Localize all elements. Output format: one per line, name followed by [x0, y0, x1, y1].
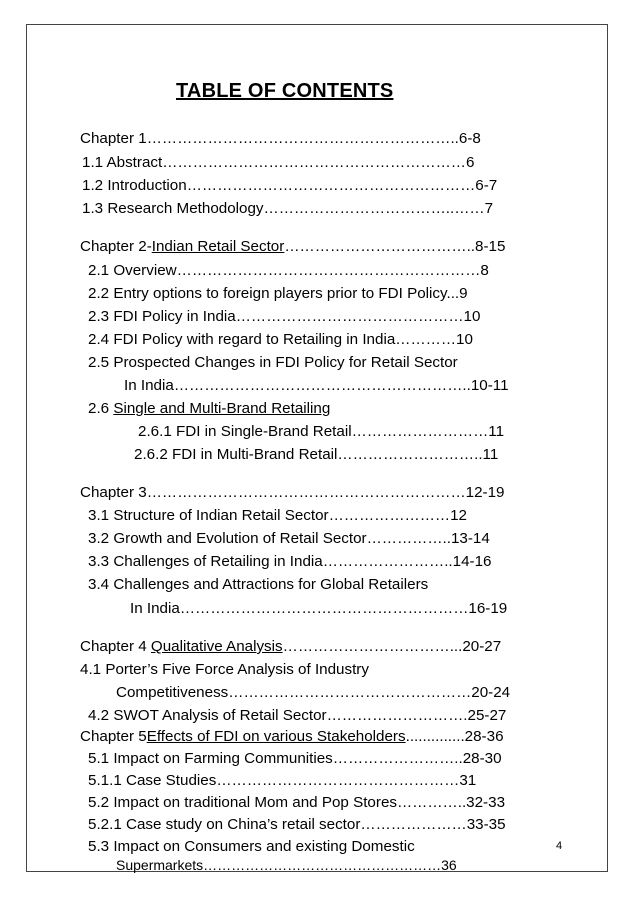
toc-line-chapter-3[interactable]: Chapter 3………………………………………………………12-19 — [80, 484, 505, 501]
toc-chapter-pages: ……………………………...20-27 — [282, 638, 502, 655]
toc-line-1-2[interactable]: 1.2 Introduction…………………………………………………6-7 — [82, 177, 498, 194]
toc-line-1-1[interactable]: 1.1 Abstract……………………………………………………6 — [82, 154, 475, 171]
toc-line-3-2[interactable]: 3.2 Growth and Evolution of Retail Sector……………..13-14 — [88, 530, 490, 547]
toc-chapter-prefix: Chapter 4 — [80, 638, 151, 655]
toc-line-3-1[interactable]: 3.1 Structure of Indian Retail Sector……………………12 — [88, 507, 467, 524]
toc-chapter-title: Effects of FDI on various Stakeholders — [146, 728, 406, 745]
toc-line-2-4[interactable]: 2.4 FDI Policy with regard to Retailing in India…………10 — [88, 331, 473, 348]
toc-line-5-1[interactable]: 5.1 Impact on Farming Communities……………………..28-30 — [88, 750, 502, 767]
toc-line-2-3[interactable]: 2.3 FDI Policy in India………………………………………10 — [88, 308, 481, 325]
toc-line-1-3[interactable]: 1.3 Research Methodology………………………………..……7 — [82, 200, 494, 217]
toc-line-chapter-1[interactable]: Chapter 1……………………………………………………..6-8 — [80, 130, 481, 147]
toc-line-2-5-cont[interactable]: In India…………………………………………………..10-11 — [124, 377, 509, 394]
page-title: TABLE OF CONTENTS — [176, 80, 394, 102]
toc-chapter-title: Qualitative Analysis — [150, 638, 283, 655]
toc-line-2-6-1[interactable]: 2.6.1 FDI in Single-Brand Retail………………………11 — [138, 423, 505, 440]
toc-line-chapter-5[interactable] — [80, 728, 504, 746]
toc-line-5-2-1[interactable]: 5.2.1 Case study on China’s retail sector…………………33-35 — [88, 816, 506, 833]
toc-line-5-3-cont[interactable]: Supermarkets……………………………………………36 — [116, 857, 457, 873]
toc-line-2-2[interactable]: 2.2 Entry options to foreign players prior to FDI Policy...9 — [88, 285, 468, 302]
toc-line-5-2[interactable]: 5.2 Impact on traditional Mom and Pop Stores…………..32-33 — [88, 794, 506, 811]
toc-line-5-1-1[interactable]: 5.1.1 Case Studies…………………………………………31 — [88, 772, 477, 789]
page-number: 4 — [556, 840, 563, 852]
toc-line-chapter-2[interactable] — [80, 238, 505, 256]
toc-section-title: Single and Multi-Brand Retailing — [113, 400, 331, 417]
toc-chapter-pages: ..............28-36 — [405, 728, 504, 745]
toc-line-3-4-cont[interactable]: In India…………………………………………………16-19 — [130, 600, 508, 617]
toc-line-2-5[interactable]: 2.5 Prospected Changes in FDI Policy for Retail Sector — [88, 354, 458, 371]
toc-section-prefix: 2.6 — [88, 400, 114, 417]
toc-line-4-2[interactable]: 4.2 SWOT Analysis of Retail Sector……………………….25-27 — [88, 707, 507, 724]
toc-line-2-1[interactable]: 2.1 Overview……………………………………………………8 — [88, 262, 489, 279]
toc-line-5-3[interactable]: 5.3 Impact on Consumers and existing Domestic — [88, 838, 415, 855]
toc-chapter-title: Indian Retail Sector — [151, 238, 285, 255]
toc-chapter-pages: ………………………………..8-15 — [284, 238, 506, 255]
toc-line-2-6-2[interactable]: 2.6.2 FDI in Multi-Brand Retail………………………..11 — [134, 446, 499, 463]
toc-line-chapter-4[interactable] — [80, 638, 501, 656]
toc-line-3-4[interactable]: 3.4 Challenges and Attractions for Global Retailers — [88, 576, 429, 593]
toc-chapter-prefix: Chapter 2- — [80, 238, 152, 255]
toc-line-2-6[interactable] — [88, 400, 330, 418]
toc-chapter-prefix: Chapter 5 — [80, 728, 147, 745]
toc-line-4-1[interactable]: 4.1 Porter’s Five Force Analysis of Industry — [80, 661, 369, 678]
toc-line-4-1-cont[interactable]: Competitiveness…………………………………………20-24 — [116, 684, 511, 701]
toc-line-3-3[interactable]: 3.3 Challenges of Retailing in India……………………..14-16 — [88, 553, 492, 570]
